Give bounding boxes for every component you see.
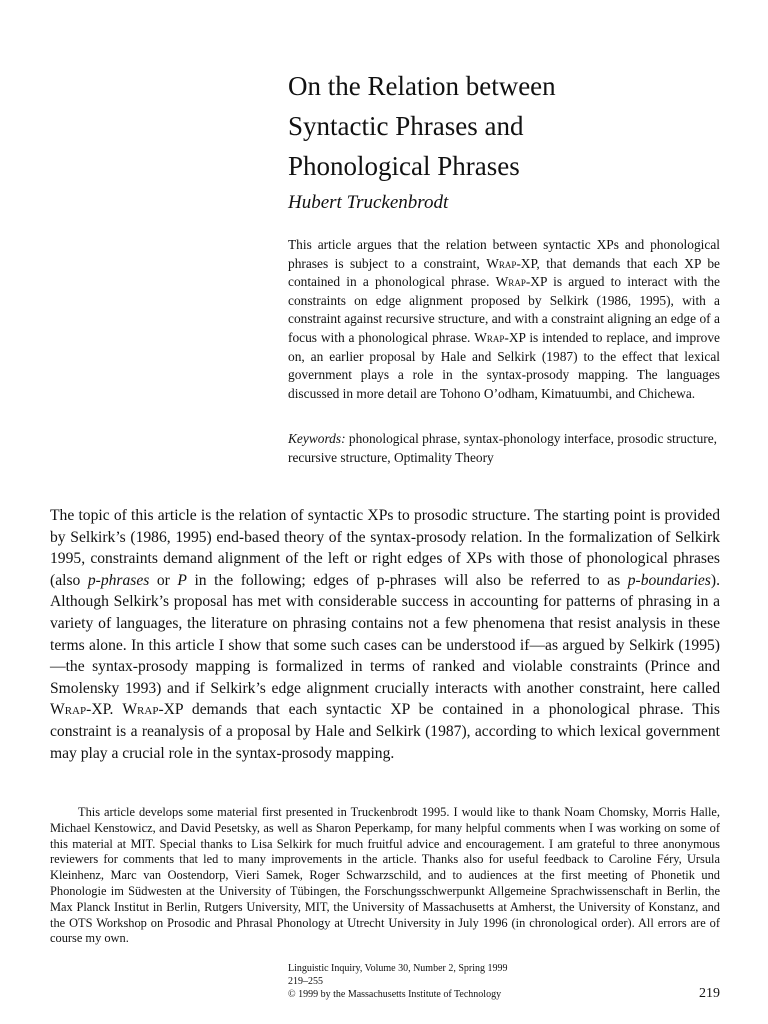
constraint-name: Wrap xyxy=(495,274,526,290)
body-paragraph xyxy=(50,505,720,764)
body-text: or xyxy=(149,571,178,589)
body-text: -XP. xyxy=(86,701,123,719)
title-line-2: Syntactic Phrases and xyxy=(288,111,524,141)
keywords-label: Keywords: xyxy=(288,431,346,446)
page-number: 219 xyxy=(699,986,720,1001)
article-title xyxy=(288,66,728,186)
body-emphasis: p-phrases xyxy=(87,571,150,589)
journal-info: Linguistic Inquiry, Volume 30, Number 2, Spring 1999 xyxy=(288,963,508,974)
copyright: © 1999 by the Massachusetts Institute of Technology xyxy=(288,989,502,1000)
constraint-name: Wrap xyxy=(50,701,87,719)
body-emphasis: p-boundaries xyxy=(627,571,711,589)
body-text: -XP demands that each syntactic XP be contained in a phonological phrase. This constraint is a reanalysis of a proposal by Hale and Selkirk (1987), according to which lexical government may play a crucial role in the syntax-prosody mapping. xyxy=(50,701,720,762)
author-name: Hubert Truckenbrodt xyxy=(288,192,449,213)
keywords-text: phonological phrase, syntax-phonology interface, prosodic structure, recursive structure, Optimality Theory xyxy=(288,431,718,465)
abstract xyxy=(288,236,720,403)
page-range: 219–255 xyxy=(288,976,323,987)
constraint-name: Wrap xyxy=(486,255,517,271)
keywords xyxy=(288,430,720,467)
abstract-text: -XP is intended to replace, and improve on, an earlier proposal by Hale and Selkirk (1987) to the effect that lexical government plays a role in the syntax-prosody mapping. The languages discussed in more detail are Tohono O’odham, Kimatuumbi, and Chichewa. xyxy=(288,329,721,401)
body-text: in the following; edges of p-phrases will also be referred to as xyxy=(186,571,628,589)
publication-info xyxy=(288,962,508,1001)
abstract-text: -XP is argued to interact with the constraints on edge alignment proposed by Selkirk (1986, 1995), with a constraint against recursive structure, and with a constraint aligning an edge of a focus with a phonological phrase. xyxy=(288,274,720,345)
body-emphasis: P xyxy=(177,571,187,589)
abstract-text: This article argues that the relation between syntactic XPs and phonological phrases is subject to a constraint, xyxy=(288,237,720,271)
body-text: ). Although Selkirk’s proposal has met with considerable success in accounting for patterns of phrasing in a variety of languages, the literature on phrasing contains not a few phenomena that resist analysis in these terms alone. In this article I show that some such cases can be understood if—as argued by Selkirk (1995)—the syntax-prosody mapping is formalized in terms of ranked and violable constraints (Prince and Smolensky 1993) and if Selkirk’s edge alignment crucially interacts with another constraint, here called xyxy=(50,571,720,697)
body-text: The topic of this article is the relation of syntactic XPs to prosodic structure. The starting point is provided by Selkirk’s (1986, 1995) end-based theory of the syntax-prosody relation. In the formalization of Selkirk 1995, constraints demand alignment of the left or right edges of XPs with those of phonological phrases (also xyxy=(50,507,720,589)
title-line-3: Phonological Phrases xyxy=(288,151,520,181)
title-line-1: On the Relation between xyxy=(288,71,556,101)
constraint-name: Wrap xyxy=(122,701,159,719)
acknowledgments-footnote: This article develops some material first presented in Truckenbrodt 1995. I would like to thank Noam Chomsky, Morris Halle, Michael Kenstowicz, and David Pesetsky, as well as Sharon Peperkamp, for many helpful comments when I was working on some of this material at MIT. Special thanks to Lisa Selkirk for much fruitful advice and encouragement. I am grateful to three anonymous reviewers for comments that led to many improvements in the article. Thanks also for useful feedback to Caroline Féry, Ursula Kleinhenz, Marc van Oostendorp, Vieri Samek, Roger Schwarzschild, and to audiences at the first meeting of Phonetik und Phonologie im Südwesten at the University of Tübingen, the Forschungsschwerpunkt Allgemeine Sprachwissenschaft in Berlin, the Max Planck Institut in Berlin, Rutgers University, MIT, the University of Massachusetts at Amherst, the University of Konstanz, and the OTS Workshop on Prosodic and Phrasal Phonology at Utrecht University in July 1996 (in chronological order). All errors are of course my own. xyxy=(50,805,720,946)
abstract-text: -XP, that demands that each XP be contained in a phonological phrase. xyxy=(288,255,720,290)
constraint-name: Wrap xyxy=(474,329,505,345)
